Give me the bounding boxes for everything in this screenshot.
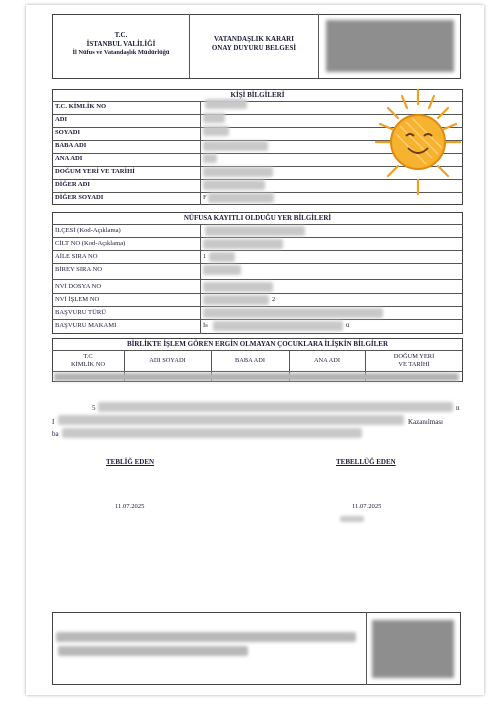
- label-aile-sira: AİLE SIRA NO: [55, 253, 98, 260]
- body-text-fragment: ba: [52, 430, 59, 438]
- header-valilik: İSTANBUL VALİLİĞİ: [86, 40, 156, 48]
- cocuk-section-title: BİRLİKTE İŞLEM GÖREN ERGİN OLMAYAN ÇOCUKLARA İLİŞKİN BİLGİLER: [126, 340, 389, 348]
- label-cilt: CİLT NO (Kod-Açıklama): [55, 240, 126, 247]
- makam-fragment-start: İs: [203, 322, 208, 329]
- body-text-fragment: n: [456, 404, 460, 412]
- label-baba-adi: BABA ADI: [55, 142, 87, 149]
- makam-fragment-end: ü: [346, 322, 350, 329]
- nufus-section-title: NÜFUSA KAYITLI OLDUĞU YER BİLGİLERİ: [183, 214, 332, 222]
- header-mudurluk: İl Nüfus ve Vatandaşlık Müdürlüğü: [72, 49, 170, 56]
- footer-redacted: [56, 632, 356, 642]
- qr-code-redacted: [372, 620, 454, 678]
- label-ana-adi: ANA ADI: [55, 155, 83, 162]
- col-tc-1: T.C: [83, 353, 93, 360]
- label-dogum: DOĞUM YERİ VE TARİHİ: [55, 168, 135, 175]
- body-text-fragment: Kazanılması: [408, 418, 443, 426]
- tebligeden-title: TEBLİĞ EDEN: [106, 458, 155, 466]
- doc-title-line-1: VATANDAŞLIK KARARI: [214, 35, 294, 43]
- col-dogum-1: DOĞUM YERİ: [393, 353, 435, 360]
- label-basvuru-makami: BAŞVURU MAKAMI: [55, 322, 117, 329]
- label-ilce: İLÇESİ (Kod-Açıklama): [55, 227, 121, 234]
- label-basvuru-turu: BAŞVURU TÜRÜ: [55, 309, 106, 316]
- label-adi: ADI: [55, 116, 68, 123]
- kisi-section-title: KİŞİ BİLGİLERİ: [230, 91, 285, 99]
- nvi-islem-fragment: 2: [272, 296, 276, 303]
- header-tc: T.C.: [114, 31, 128, 39]
- sun-sticker-icon: [372, 86, 464, 198]
- diger-soyadi-fragment: F: [203, 194, 207, 201]
- col-adi-soyadi: ADI SOYADI: [149, 357, 186, 364]
- label-birey-sira: BİREY SIRA NO: [55, 266, 103, 273]
- redacted-value: [205, 99, 247, 109]
- label-diger-adi: DİĞER ADI: [55, 181, 90, 188]
- tebellugeden-title: TEBELLÜĞ EDEN: [336, 458, 396, 466]
- col-ana-adi: ANA ADI: [313, 357, 341, 364]
- label-nvi-dosya: NVİ DOSYA NO: [55, 283, 102, 290]
- label-soyadi: SOYADI: [55, 129, 81, 136]
- col-baba-adi: BABA ADI: [234, 357, 265, 364]
- barcode-redacted: [326, 20, 454, 72]
- label-tc-kimlik: T.C. KİMLİK NO: [55, 103, 107, 110]
- label-nvi-islem: NVİ İŞLEM NO: [55, 296, 100, 303]
- doc-title-line-2: ONAY DUYURU BELGESİ: [211, 44, 297, 52]
- aile-sira-fragment: 1: [203, 253, 207, 260]
- body-text-fragment: I: [52, 418, 55, 426]
- tebellugeden-date: 11.07.2025: [352, 503, 382, 510]
- body-text-redacted: [98, 402, 453, 412]
- col-tc-2: KİMLİK NO: [71, 361, 105, 368]
- col-dogum-2: VE TARİHİ: [398, 361, 430, 368]
- child-row-redacted: [54, 373, 459, 381]
- body-text-fragment: 5: [92, 404, 96, 412]
- label-diger-soyadi: DİĞER SOYADI: [55, 194, 104, 201]
- tebligeden-date: 11.07.2025: [115, 503, 145, 510]
